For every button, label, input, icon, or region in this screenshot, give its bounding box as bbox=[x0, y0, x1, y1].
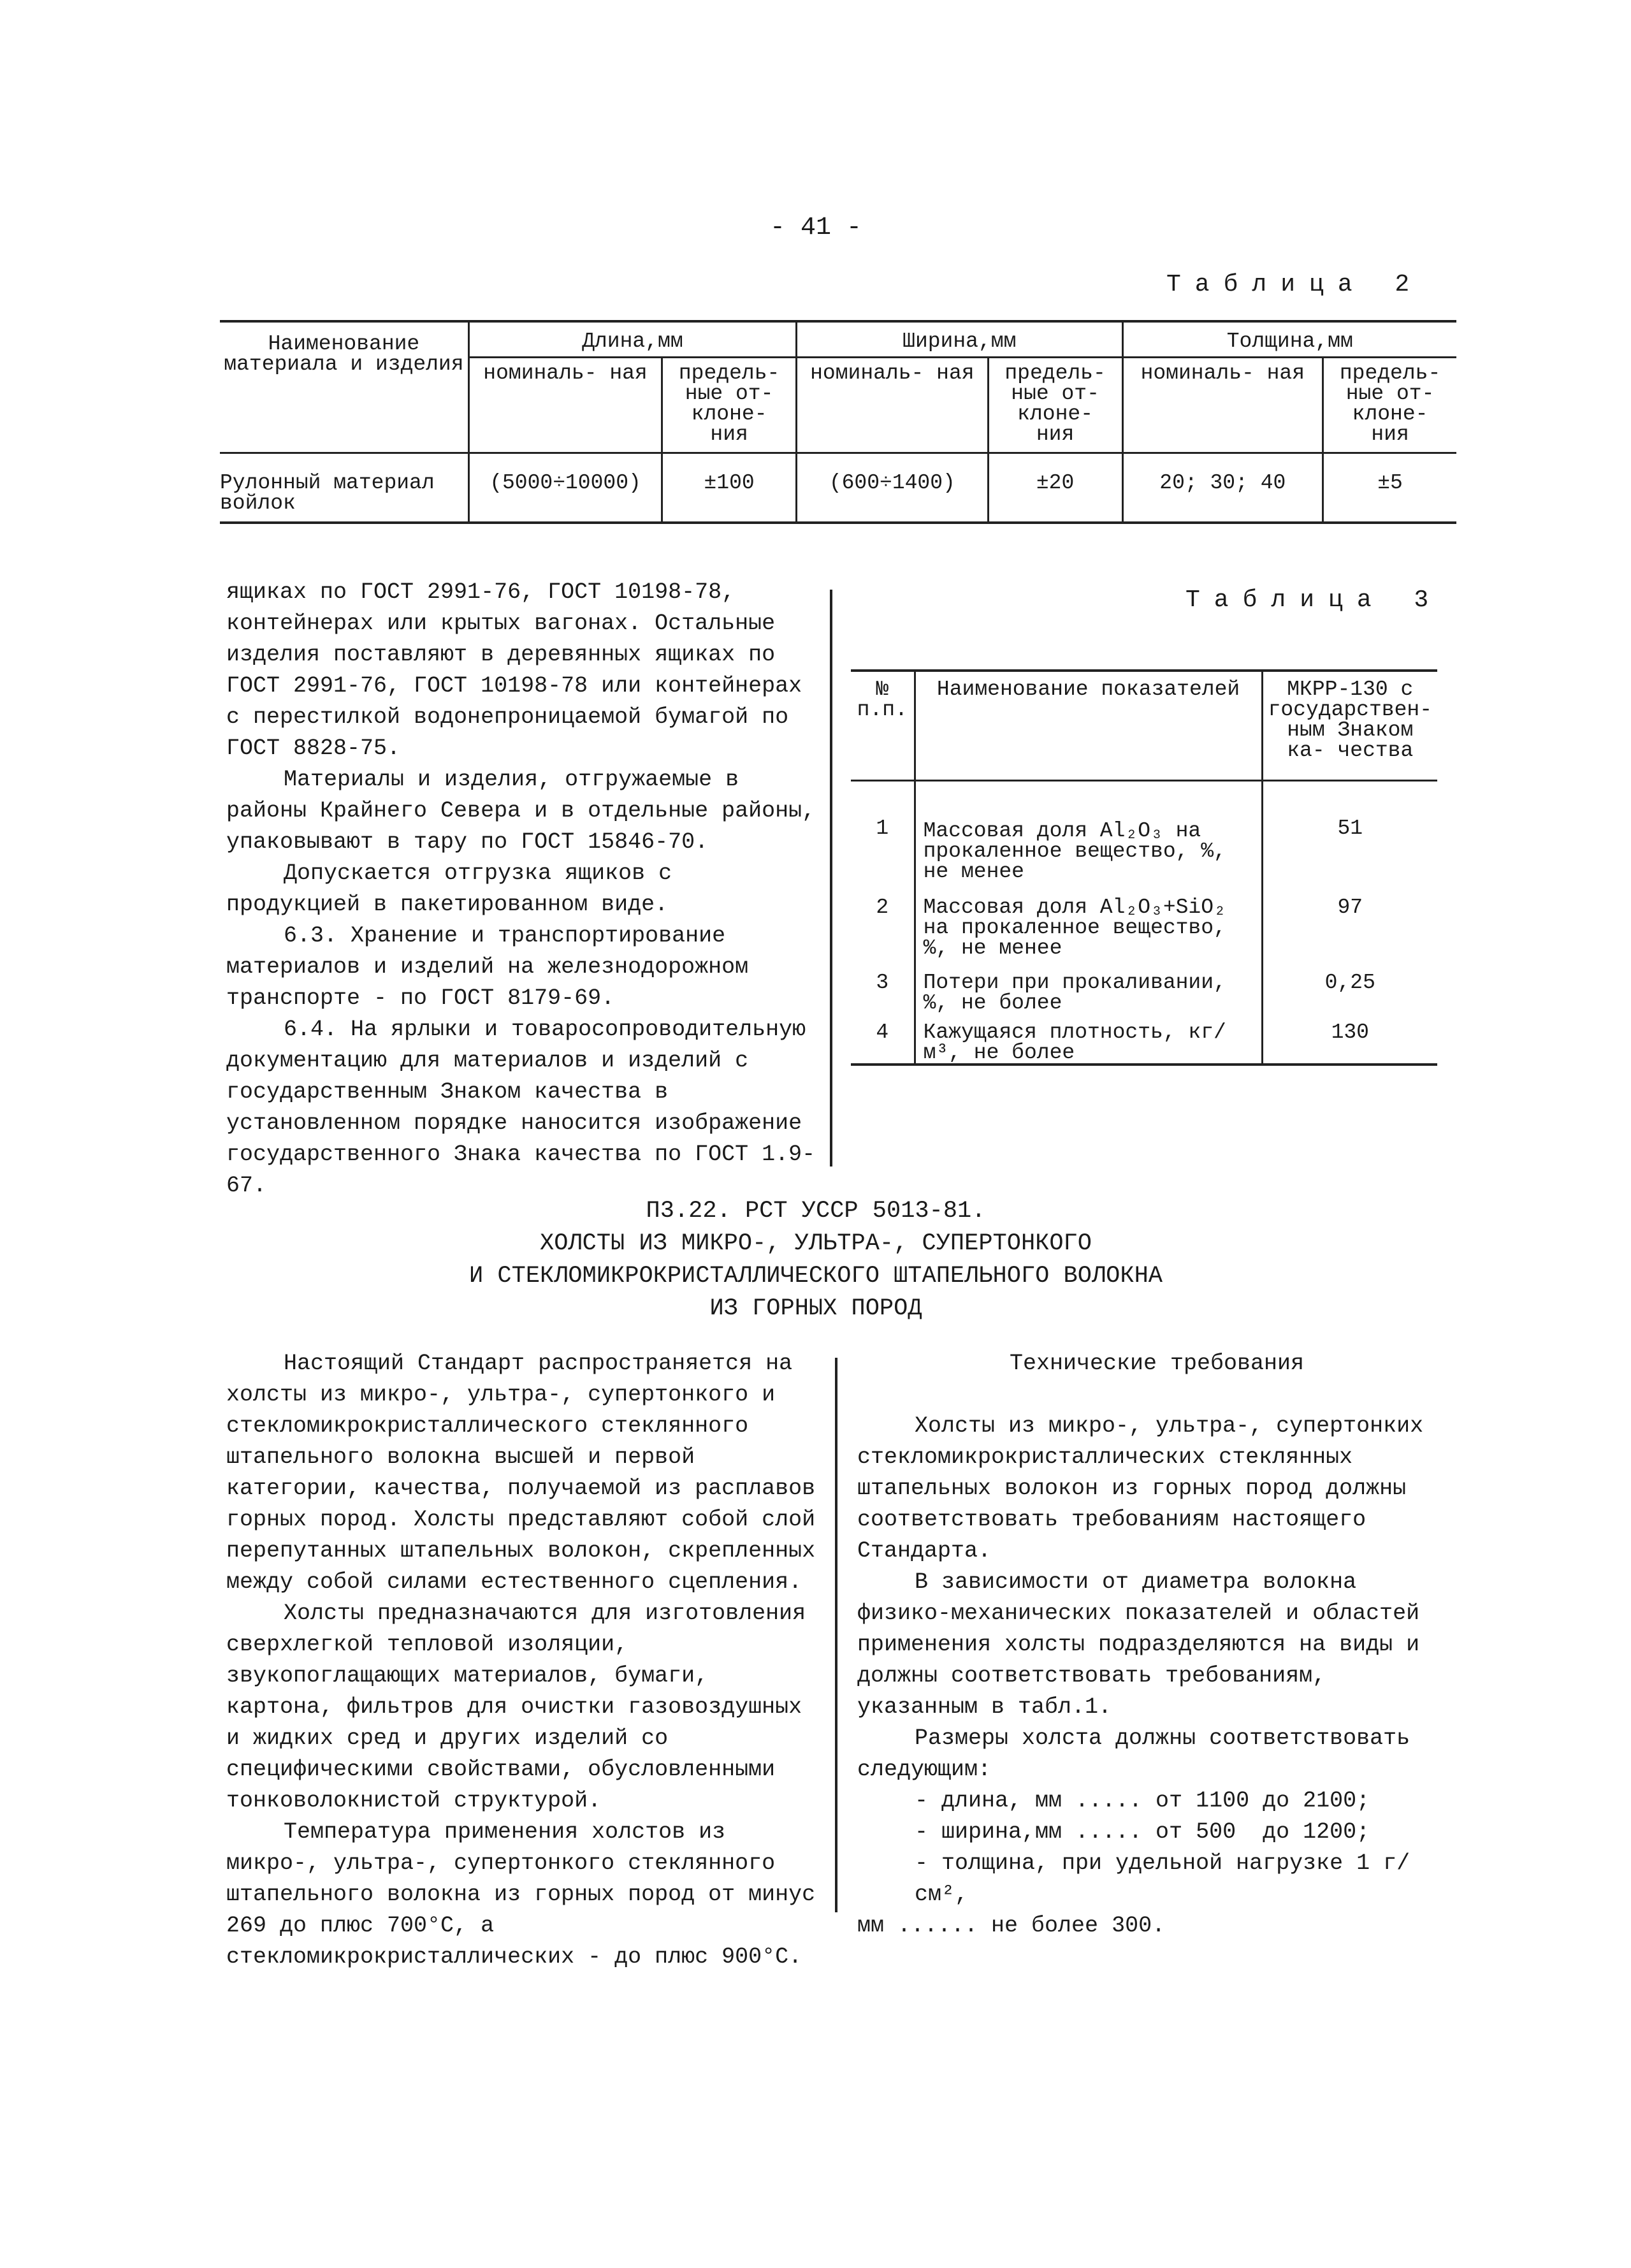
table3-name: Массовая доля Al₂O₃+SiO₂ на прокаленное вещество, %, не менее bbox=[915, 882, 1262, 959]
table2 bbox=[220, 320, 1456, 524]
paragraph: Размеры холста должны соответствовать следующим: bbox=[857, 1726, 1424, 1782]
table2-row-thick-nom: 20; 30; 40 bbox=[1122, 453, 1323, 523]
table2-group-length: Длина,мм bbox=[468, 321, 796, 357]
table3-col-value: МКРР-130 с государствен- ным Знаком ка- чества bbox=[1262, 671, 1437, 780]
table2-row-width-nom: (600÷1400) bbox=[797, 453, 989, 523]
left-text-bottom bbox=[226, 1348, 829, 1973]
table3-name: Потери при прокаливании, %, не более bbox=[915, 959, 1262, 1014]
paragraph: 6.3. Хранение и транспортирование материалов и изделий на железнодорожном транспорте - по ГОСТ 8179-69. bbox=[226, 923, 762, 1011]
table2-width-nominal: номиналь- ная bbox=[797, 357, 989, 453]
table3 bbox=[851, 669, 1437, 1066]
section-heading bbox=[446, 1195, 1185, 1325]
section-title-line: ХОЛСТЫ ИЗ МИКРО-, УЛЬТРА-, СУПЕРТОНКОГО bbox=[540, 1230, 1092, 1257]
paragraph: Холсты предназначаются для изготовления сверхлегкой тепловой изоляции, звукопоглащающих материалов, бумаги, картона, фильтров для очистки газовоздушных и жидких сред и других изделий со специфическими свойствами, обусловленными тонковолокнистой структурой. bbox=[226, 1601, 820, 1814]
table2-col-name: Наименование материала и изделия bbox=[224, 332, 464, 376]
column-divider bbox=[835, 1358, 837, 1912]
list-item: - длина, мм ..... от 1100 до 2100; bbox=[915, 1788, 1370, 1814]
section-title-line: ИЗ ГОРНЫХ ПОРОД bbox=[709, 1295, 922, 1322]
table3-value: 130 bbox=[1262, 1014, 1437, 1065]
paragraph: Материалы и изделия, отгружаемые в районы Крайнего Севера и в отдельные районы, упаковывают в тару по ГОСТ 15846-70. bbox=[226, 767, 829, 855]
table2-thickness-nominal: номиналь- ная bbox=[1122, 357, 1323, 453]
paragraph: Допускается отгрузка ящиков с продукцией в пакетированном виде. bbox=[226, 861, 686, 917]
paragraph: Настоящий Стандарт распространяется на холсты из микро-, ультра-, супертонкого и стекломикрокристаллического стеклянного штапельного волокна высшей и первой категории, качества, получаемой из расплавов горных пород. Холсты представляют собой слой перепутанных штапельных волокон, скрепленных между собой силами естественного сцепления. bbox=[226, 1351, 829, 1595]
table2-group-thickness: Толщина,мм bbox=[1122, 321, 1456, 357]
table2-row-length-tol: ±100 bbox=[662, 453, 797, 523]
table2-row-width-tol: ±20 bbox=[988, 453, 1122, 523]
table2-width-tolerance: предель- ные от- клоне- ния bbox=[988, 357, 1122, 453]
subsection-heading: Технические требования bbox=[1009, 1351, 1305, 1376]
paragraph: Холсты из микро-, ультра-, супертонких стекломикрокристаллических стеклянных штапельных волокон из горных пород должны соответствовать требованиям настоящего Стандарта. bbox=[857, 1413, 1437, 1564]
table2-row-length-nom: (5000÷10000) bbox=[468, 453, 662, 523]
table3-num: 3 bbox=[876, 970, 889, 994]
table2-length-nominal: номиналь- ная bbox=[468, 357, 662, 453]
list-item-tail: мм ...... не более 300. bbox=[857, 1913, 1166, 1938]
paragraph: Температура применения холстов из микро-, ультра-, супертонкого стеклянного штапельного волокна из горных пород от минус 269 до плюс 700°С, а стекломикрокристаллических - до плюс 900°С. bbox=[226, 1819, 829, 1970]
table2-caption: Таблица 2 bbox=[1166, 271, 1424, 298]
table3-value: 0,25 bbox=[1262, 959, 1437, 1014]
table-row bbox=[851, 780, 1437, 882]
column-divider bbox=[830, 590, 832, 1167]
table3-col-num: № п.п. bbox=[851, 671, 915, 780]
table3-col-name: Наименование показателей bbox=[915, 671, 1262, 780]
paragraph: В зависимости от диаметра волокна физико-механических показателей и областей применения холсты подразделяются на виды и должны соответствовать требованиям, указанным в табл.1. bbox=[857, 1569, 1433, 1720]
paragraph: ящиках по ГОСТ 2991-76, ГОСТ 10198-78, контейнерах или крытых вагонах. Остальные изделия поставляют в деревянных ящиках по ГОСТ 2991-76, ГОСТ 10198-78 или контейнерах с перестилкой водонепроницаемой бумагой по ГОСТ 8828-75. bbox=[226, 579, 816, 761]
list-item: - толщина, при удельной нагрузке 1 г/см², bbox=[915, 1850, 1410, 1907]
table3-num: 2 bbox=[876, 895, 889, 919]
table-row bbox=[851, 1014, 1437, 1065]
section-title-line: И СТЕКЛОМИКРОКРИСТАЛЛИЧЕСКОГО ШТАПЕЛЬНОГО ВОЛОКНА bbox=[469, 1263, 1163, 1290]
section-number: П3.22. РСТ УССР 5013-81. bbox=[646, 1198, 986, 1225]
table3-caption: Таблица 3 bbox=[1185, 586, 1443, 614]
table3-num: 4 bbox=[876, 1020, 889, 1044]
table3-value: 51 bbox=[1262, 780, 1437, 882]
table3-num: 1 bbox=[876, 816, 889, 840]
table2-group-width: Ширина,мм bbox=[797, 321, 1122, 357]
table2-row bbox=[220, 453, 1456, 523]
table3-value: 97 bbox=[1262, 882, 1437, 959]
left-text-top bbox=[226, 577, 829, 1202]
table3-name: Массовая доля Al₂O₃ на прокаленное вещество, %, не менее bbox=[915, 780, 1262, 882]
paragraph: 6.4. На ярлыки и товаросопроводительную документацию для материалов и изделий с государственным Знаком качества в установленном порядке наносится изображение государственного Знака качества по ГОСТ 1.9-67. bbox=[226, 1017, 820, 1198]
table-row bbox=[851, 959, 1437, 1014]
right-text-bottom bbox=[857, 1348, 1456, 1942]
list-item: - ширина,мм ..... от 500 до 1200; bbox=[915, 1819, 1370, 1845]
page-number: - 41 - bbox=[769, 214, 862, 242]
table3-name: Кажущаяся плотность, кг/м³, не более bbox=[915, 1014, 1262, 1065]
table2-row-name: Рулонный материал войлок bbox=[220, 470, 435, 515]
table-row bbox=[851, 882, 1437, 959]
table2-length-tolerance: предель- ные от- клоне- ния bbox=[662, 357, 797, 453]
table2-row-thick-tol: ±5 bbox=[1323, 453, 1456, 523]
table2-thickness-tolerance: предель- ные от- клоне- ния bbox=[1323, 357, 1456, 453]
